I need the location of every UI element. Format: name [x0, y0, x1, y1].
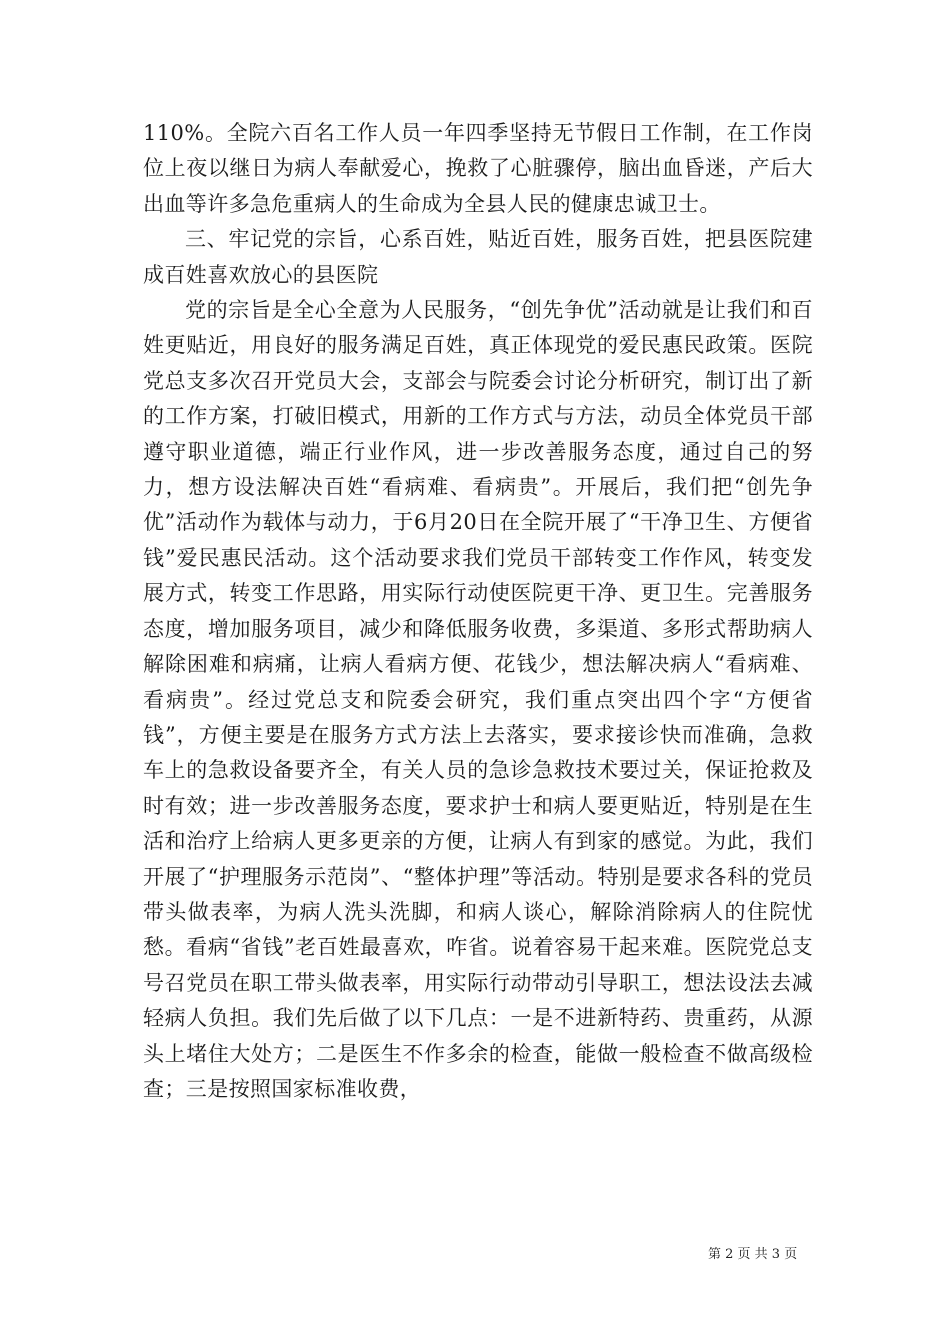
page-number: 第 2 页 共 3 页 [708, 1247, 798, 1262]
paragraph-1: 110%。全院六百名工作人员一年四季坚持无节假日工作制，在工作岗位上夜以继日为病人奉献爱心，挽救了心脏骤停，脑出血昏迷，产后大出血等许多急危重病人的生命成为全县人民的健康忠诚卫士。 [143, 121, 813, 216]
body-text [143, 116, 813, 1107]
section-heading: 三、牢记党的宗旨，心系百姓，贴近百姓，服务百姓，把县医院建成百姓喜欢放心的县医院 [143, 227, 813, 287]
paragraph-3: 党的宗旨是全心全意为人民服务，“创先争优”活动就是让我们和百姓更贴近，用良好的服务满足百姓，真正体现党的爱民惠民政策。医院党总支多次召开党员大会，支部会与院委会讨论分析研究，制订出了新的工作方案，打破旧模式，用新的工作方式与方法，动员全体党员干部遵守职业道德，端正行业作风，进一步改善服务态度，通过自己的努力，想方设法解决百姓“看病难、看病贵”。开展后，我们把“创先争优”活动作为载体与动力，于6月20日在全院开展了“干净卫生、方便省钱”爱民惠民活动。这个活动要求我们党员干部转变工作作风，转变发展方式，转变工作思路，用实际行动使医院更干净、更卫生。完善服务态度，增加服务项目，减少和降低服务收费，多渠道、多形式帮助病人解除困难和病痛，让病人看病方便、花钱少，想法解决病人“看病难、看病贵”。经过党总支和院委会研究，我们重点突出四个字“方便省钱”，方便主要是在服务方式方法上去落实，要求接诊快而准确，急救车上的急救设备要齐全，有关人员的急诊急救技术要过关，保证抢救及时有效；进一步改善服务态度，要求护士和病人要更贴近，特别是在生活和治疗上给病人更多更亲的方便，让病人有到家的感觉。为此，我们开展了“护理服务示范岗”、“整体护理”等活动。特别是要求各科的党员带头做表率，为病人洗头洗脚，和病人谈心，解除消除病人的住院忧愁。看病“省钱”老百姓最喜欢，咋省。说着容易干起来难。医院党总支号召党员在职工带头做表率，用实际行动带动引导职工，想法设法去减轻病人负担。我们先后做了以下几点：一是不进新特药、贵重药，从源头上堵住大处方；二是医生不作多余的检查，能做一般检查不做高级检查；三是按照国家标准收费， [143, 298, 813, 1101]
